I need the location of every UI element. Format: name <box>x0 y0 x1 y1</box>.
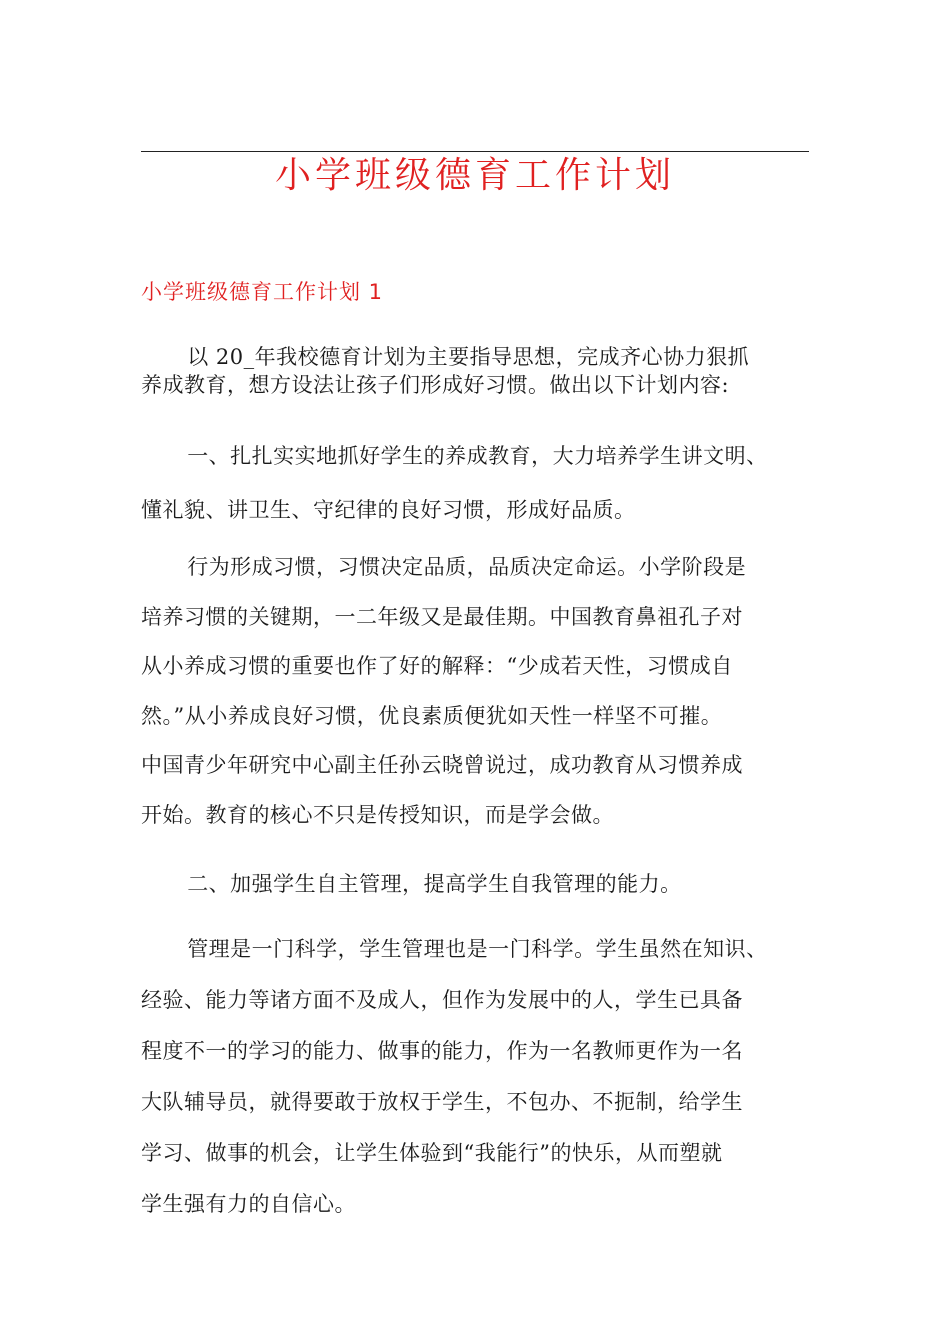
paragraph-point-1-detail <box>141 543 821 840</box>
paragraph-line: 培养习惯的关键期，一二年级又是最佳期。中国教育鼻祖孔子对 <box>141 604 743 629</box>
paragraph-line: 开始。教育的核心不只是传授知识，而是学会做。 <box>141 802 614 827</box>
paragraph-line: 养成教育，想方设法让孩子们形成好习惯。做出以下计划内容: <box>141 373 730 397</box>
paragraph-point-2 <box>141 859 821 909</box>
paragraph-line: 管理是一门科学，学生管理也是一门科学。学生虽然在知识、 <box>187 937 768 961</box>
paragraph-intro <box>141 343 821 399</box>
paragraph-line: 以 20_年我校德育计划为主要指导思想，完成齐心协力狠抓 <box>187 345 750 369</box>
document-title: 小学班级德育工作计划 <box>274 155 675 196</box>
paragraph-line: 程度不一的学习的能力、做事的能力，作为一名教师更作为一名 <box>141 1039 743 1063</box>
paragraph-point-1 <box>141 429 821 537</box>
paragraph-point-2-detail <box>141 924 821 1230</box>
paragraph-line: 一、扎扎实实地抓好学生的养成教育，大力培养学生讲文明、 <box>187 444 768 468</box>
paragraph-line: 然。”从小养成良好习惯，优良素质便犹如天性一样坚不可摧。 <box>141 703 723 728</box>
paragraph-line: 大队辅导员，就得要敢于放权于学生，不包办、不扼制，给学生 <box>141 1090 743 1114</box>
paragraph-line: 经验、能力等诸方面不及成人，但作为发展中的人，学生已具备 <box>141 988 743 1012</box>
paragraph-line: 中国青少年研究中心副主任孙云晓曾说过，成功教育从习惯养成 <box>141 753 743 777</box>
paragraph-line: 从小养成习惯的重要也作了好的解释：“少成若天性，习惯成自 <box>141 654 733 678</box>
paragraph-line: 懂礼貌、讲卫生、守纪律的良好习惯，形成好品质。 <box>141 498 636 522</box>
section-heading: 小学班级德育工作计划 1 <box>141 280 384 304</box>
paragraph-line: 学生强有力的自信心。 <box>141 1192 356 1216</box>
paragraph-line: 二、加强学生自主管理，提高学生自我管理的能力。 <box>187 872 682 896</box>
paragraph-line: 行为形成习惯，习惯决定品质，品质决定命运。小学阶段是 <box>187 555 747 579</box>
paragraph-line: 学习、做事的机会，让学生体验到“我能行”的快乐，从而塑就 <box>141 1141 723 1165</box>
